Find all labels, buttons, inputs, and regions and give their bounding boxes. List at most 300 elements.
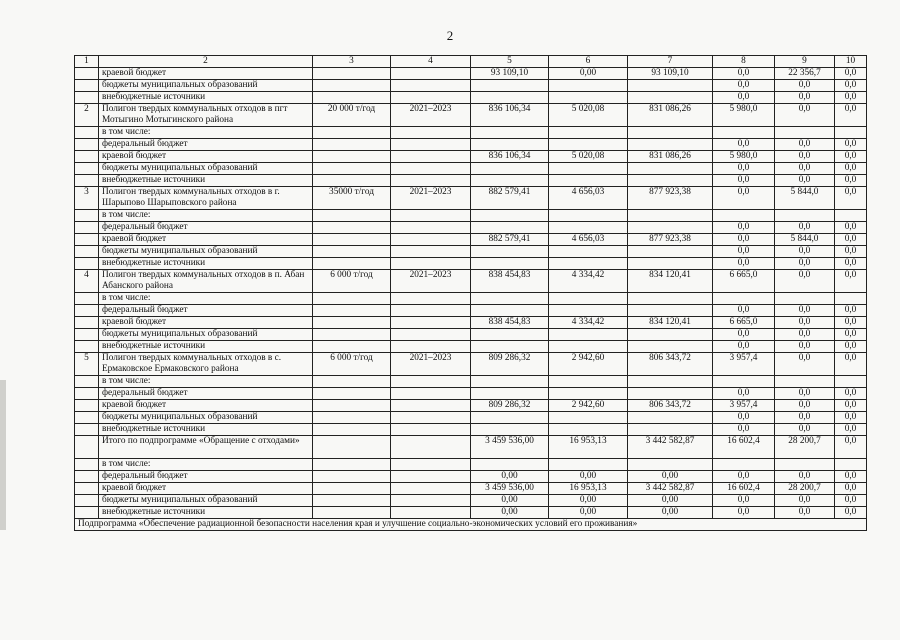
table-cell: 0,0 (713, 222, 775, 234)
table-cell (75, 341, 99, 353)
table-cell (391, 400, 471, 412)
table-cell (391, 507, 471, 519)
table-cell: 2 942,60 (549, 353, 628, 376)
table-row (75, 353, 867, 376)
table-cell: бюджеты муниципальных образований (99, 163, 313, 175)
table-cell (628, 376, 713, 388)
table-cell: краевой бюджет (99, 400, 313, 412)
table-cell: 0,0 (713, 175, 775, 187)
table-cell: внебюджетные источники (99, 341, 313, 353)
table-cell: 0,0 (835, 270, 867, 293)
table-cell (471, 92, 549, 104)
table-cell: 4 334,42 (549, 317, 628, 329)
table-cell: 0,0 (835, 151, 867, 163)
table-cell (628, 80, 713, 92)
table-cell (391, 412, 471, 424)
table-row (75, 329, 867, 341)
table-cell: 0,0 (835, 388, 867, 400)
table-row (75, 246, 867, 258)
table-cell (628, 139, 713, 151)
table-cell (313, 459, 391, 471)
table-cell: 0,0 (835, 436, 867, 459)
table-cell (391, 68, 471, 80)
table-cell (775, 459, 835, 471)
table-cell (775, 210, 835, 222)
table-row (75, 175, 867, 187)
table-row (75, 388, 867, 400)
table-cell: 6 000 т/год (313, 353, 391, 376)
table-cell: 0,0 (775, 246, 835, 258)
table-cell (391, 459, 471, 471)
table-cell (628, 222, 713, 234)
table-cell: 3 (75, 187, 99, 210)
table-cell: бюджеты муниципальных образований (99, 329, 313, 341)
table-cell (313, 471, 391, 483)
table-cell (471, 424, 549, 436)
table-cell (471, 175, 549, 187)
table-cell (313, 376, 391, 388)
table-cell: краевой бюджет (99, 234, 313, 246)
table-cell (313, 483, 391, 495)
table-row (75, 187, 867, 210)
table-cell (75, 436, 99, 459)
table-cell (75, 210, 99, 222)
table-cell: бюджеты муниципальных образований (99, 412, 313, 424)
table-cell: 0,0 (835, 234, 867, 246)
table-cell: 3 442 582,87 (628, 436, 713, 459)
table-cell (75, 222, 99, 234)
table-cell: внебюджетные источники (99, 92, 313, 104)
table-cell: 0,0 (775, 175, 835, 187)
table-cell: внебюджетные источники (99, 424, 313, 436)
table-cell: 0,0 (713, 388, 775, 400)
table-cell (75, 175, 99, 187)
table-cell (391, 258, 471, 270)
table-cell: 836 106,34 (471, 104, 549, 127)
table-row (75, 507, 867, 519)
table-cell: 0,0 (713, 187, 775, 210)
table-cell: 3 957,4 (713, 353, 775, 376)
table-cell: 0,0 (835, 222, 867, 234)
table-cell: 0,0 (835, 68, 867, 80)
table-cell (75, 139, 99, 151)
table-row (75, 459, 867, 471)
table-cell (75, 234, 99, 246)
table-cell (75, 471, 99, 483)
table-cell: внебюджетные источники (99, 175, 313, 187)
table-cell (75, 376, 99, 388)
table-cell (75, 305, 99, 317)
table-cell (313, 424, 391, 436)
table-cell: 838 454,83 (471, 270, 549, 293)
table-cell: 0,0 (775, 305, 835, 317)
table-cell: федеральный бюджет (99, 305, 313, 317)
table-cell: 0,0 (775, 163, 835, 175)
table-cell (75, 68, 99, 80)
table-cell: 0,0 (713, 163, 775, 175)
table-cell: 3 442 582,87 (628, 483, 713, 495)
table-cell: 28 200,7 (775, 483, 835, 495)
table-cell (391, 341, 471, 353)
table-cell: 0,0 (835, 92, 867, 104)
table-cell (75, 388, 99, 400)
table-cell (391, 234, 471, 246)
table-cell: 0,0 (713, 92, 775, 104)
table-row (75, 400, 867, 412)
table-cell: 0,0 (835, 341, 867, 353)
table-cell (549, 258, 628, 270)
table-cell: 877 923,38 (628, 234, 713, 246)
table-cell: 831 086,26 (628, 104, 713, 127)
table-cell (471, 210, 549, 222)
table-cell: 0,00 (549, 495, 628, 507)
page-number: 2 (446, 28, 454, 43)
table-cell: 0,0 (775, 471, 835, 483)
table-cell: Полигон твердых коммунальных отходов в п. Абан Абанского района (99, 270, 313, 293)
table-cell (549, 163, 628, 175)
table-cell: 834 120,41 (628, 270, 713, 293)
table-cell: 0,0 (835, 495, 867, 507)
table-cell (471, 127, 549, 139)
table-cell (835, 376, 867, 388)
table-cell (391, 151, 471, 163)
table-cell: 3 957,4 (713, 400, 775, 412)
table-cell: 0,0 (835, 353, 867, 376)
table-cell: 0,0 (835, 507, 867, 519)
table-cell: краевой бюджет (99, 68, 313, 80)
table-cell: 4 656,03 (549, 187, 628, 210)
table-cell: 0,00 (471, 507, 549, 519)
table-cell: 831 086,26 (628, 151, 713, 163)
table-cell: 0,0 (713, 68, 775, 80)
table-cell (391, 424, 471, 436)
table-row (75, 234, 867, 246)
table-cell (628, 412, 713, 424)
budget-table (74, 55, 867, 531)
table-cell: 877 923,38 (628, 187, 713, 210)
table-cell: 0,0 (713, 246, 775, 258)
table-cell: 0,0 (835, 80, 867, 92)
table-cell (75, 507, 99, 519)
column-number-cell: 3 (313, 56, 391, 68)
column-number-cell: 9 (775, 56, 835, 68)
table-cell (391, 80, 471, 92)
table-cell: 0,0 (775, 341, 835, 353)
table-row (75, 341, 867, 353)
table-cell: 0,0 (835, 163, 867, 175)
table-cell: 0,0 (775, 495, 835, 507)
table-cell (313, 151, 391, 163)
table-cell: 0,00 (628, 471, 713, 483)
table-cell (775, 127, 835, 139)
table-cell (75, 412, 99, 424)
table-cell (313, 80, 391, 92)
table-cell: 93 109,10 (471, 68, 549, 80)
table-cell: внебюджетные источники (99, 507, 313, 519)
table-cell: 0,0 (713, 495, 775, 507)
scan-edge-mark (0, 380, 6, 530)
table-cell: 0,0 (775, 400, 835, 412)
table-cell (628, 163, 713, 175)
column-number-cell: 1 (75, 56, 99, 68)
table-cell: 4 656,03 (549, 234, 628, 246)
column-number-cell: 10 (835, 56, 867, 68)
table-cell: 0,0 (713, 305, 775, 317)
table-cell: в том числе: (99, 459, 313, 471)
table-row (75, 317, 867, 329)
table-cell (313, 412, 391, 424)
table-cell (75, 400, 99, 412)
table-cell: 16 953,13 (549, 483, 628, 495)
table-cell (313, 92, 391, 104)
table-cell: 0,0 (775, 80, 835, 92)
table-cell: 0,0 (835, 104, 867, 127)
table-cell (75, 80, 99, 92)
table-row (75, 305, 867, 317)
table-cell (835, 210, 867, 222)
subprogram-banner-row (75, 519, 867, 531)
table-cell (835, 459, 867, 471)
table-cell (391, 222, 471, 234)
table-cell (313, 495, 391, 507)
table-row (75, 376, 867, 388)
table-cell (75, 127, 99, 139)
table-cell: 5 020,08 (549, 104, 628, 127)
table-cell: внебюджетные источники (99, 258, 313, 270)
table-cell (313, 507, 391, 519)
table-cell: 6 000 т/год (313, 270, 391, 293)
table-cell (313, 210, 391, 222)
table-cell (313, 222, 391, 234)
table-row (75, 127, 867, 139)
table-cell (549, 92, 628, 104)
table-cell: краевой бюджет (99, 317, 313, 329)
table-row (75, 210, 867, 222)
table-cell (628, 175, 713, 187)
table-cell (313, 329, 391, 341)
table-row (75, 68, 867, 80)
table-cell (628, 388, 713, 400)
table-cell (549, 80, 628, 92)
table-cell (391, 92, 471, 104)
table-cell: федеральный бюджет (99, 139, 313, 151)
table-cell (628, 305, 713, 317)
table-cell (391, 175, 471, 187)
table-cell: 4 (75, 270, 99, 293)
table-cell (713, 127, 775, 139)
table-cell (471, 376, 549, 388)
table-cell: 0,00 (628, 507, 713, 519)
table-cell (713, 293, 775, 305)
table-cell (75, 495, 99, 507)
table-cell (628, 341, 713, 353)
table-cell: 0,0 (835, 400, 867, 412)
table-cell: 22 356,7 (775, 68, 835, 80)
table-cell (391, 376, 471, 388)
table-cell (313, 293, 391, 305)
table-cell (471, 459, 549, 471)
table-cell (549, 175, 628, 187)
table-row (75, 163, 867, 175)
table-cell (628, 459, 713, 471)
table-cell: 0,0 (835, 471, 867, 483)
table-cell: в том числе: (99, 210, 313, 222)
table-cell (391, 317, 471, 329)
table-cell (471, 412, 549, 424)
column-number-cell: 7 (628, 56, 713, 68)
table-cell (313, 175, 391, 187)
table-cell: 0,0 (713, 258, 775, 270)
table-cell (313, 68, 391, 80)
table-cell (391, 495, 471, 507)
table-cell (313, 163, 391, 175)
table-cell: 0,0 (775, 270, 835, 293)
table-cell (549, 305, 628, 317)
table-cell: 0,0 (775, 353, 835, 376)
table-cell: Полигон твердых коммунальных отходов в пгт Мотыгино Мотыгинского района (99, 104, 313, 127)
table-cell (549, 424, 628, 436)
table-cell: 0,0 (775, 412, 835, 424)
table-cell (471, 222, 549, 234)
table-row (75, 222, 867, 234)
table-cell: в том числе: (99, 293, 313, 305)
table-cell (471, 246, 549, 258)
table-cell (313, 400, 391, 412)
table-row (75, 471, 867, 483)
table-cell: 2021–2023 (391, 104, 471, 127)
table-cell: Полигон твердых коммунальных отходов в г. Шарыпово Шарыповского района (99, 187, 313, 210)
table-cell: 0,0 (713, 139, 775, 151)
column-number-cell: 2 (99, 56, 313, 68)
table-cell (391, 139, 471, 151)
table-cell (471, 293, 549, 305)
table-row (75, 258, 867, 270)
table-cell: 0,00 (549, 471, 628, 483)
table-cell: 0,0 (713, 424, 775, 436)
table-cell (549, 127, 628, 139)
table-cell: 809 286,32 (471, 353, 549, 376)
table-cell: 806 343,72 (628, 353, 713, 376)
table-cell: 0,0 (775, 329, 835, 341)
table-row (75, 104, 867, 127)
table-cell: 0,0 (835, 246, 867, 258)
table-row (75, 424, 867, 436)
table-cell: краевой бюджет (99, 151, 313, 163)
table-cell (313, 388, 391, 400)
table-cell: бюджеты муниципальных образований (99, 246, 313, 258)
table-cell: 0,0 (713, 507, 775, 519)
table-cell: 0,0 (775, 222, 835, 234)
table-cell: 0,0 (775, 507, 835, 519)
table-cell (75, 151, 99, 163)
table-cell (549, 246, 628, 258)
table-cell (313, 305, 391, 317)
table-cell (471, 80, 549, 92)
table-cell: 0,00 (471, 495, 549, 507)
table-cell (628, 210, 713, 222)
table-cell: 4 334,42 (549, 270, 628, 293)
table-row (75, 483, 867, 495)
table-cell (628, 246, 713, 258)
table-cell: 93 109,10 (628, 68, 713, 80)
table-cell: 2 (75, 104, 99, 127)
table-cell: 0,0 (835, 258, 867, 270)
table-cell: 0,00 (628, 495, 713, 507)
table-cell (471, 139, 549, 151)
table-cell (391, 163, 471, 175)
table-cell: в том числе: (99, 127, 313, 139)
table-row (75, 293, 867, 305)
table-cell (549, 210, 628, 222)
table-cell (391, 293, 471, 305)
table-cell (313, 258, 391, 270)
column-number-cell: 8 (713, 56, 775, 68)
table-cell (75, 258, 99, 270)
table-cell (628, 258, 713, 270)
table-cell (628, 329, 713, 341)
table-row (75, 151, 867, 163)
table-cell: 0,0 (713, 412, 775, 424)
table-cell: 16 602,4 (713, 436, 775, 459)
table-cell: 35000 т/год (313, 187, 391, 210)
table-cell: 28 200,7 (775, 436, 835, 459)
table-cell: 882 579,41 (471, 234, 549, 246)
table-cell: в том числе: (99, 376, 313, 388)
table-cell (313, 341, 391, 353)
table-cell (775, 376, 835, 388)
column-number-cell: 5 (471, 56, 549, 68)
table-cell: 0,0 (775, 104, 835, 127)
table-cell (313, 127, 391, 139)
table-cell (549, 329, 628, 341)
table-cell: 5 844,0 (775, 187, 835, 210)
table-row (75, 270, 867, 293)
table-cell: 0,0 (835, 139, 867, 151)
table-cell (75, 246, 99, 258)
subprogram-banner: Подпрограмма «Обеспечение радиационной безопасности населения края и улучшение социально-экономических условий его проживания» (75, 519, 867, 531)
table-cell: 0,00 (549, 507, 628, 519)
table-cell (391, 305, 471, 317)
table-cell: федеральный бюджет (99, 388, 313, 400)
table-cell: 0,0 (713, 341, 775, 353)
table-cell (549, 388, 628, 400)
table-cell: 0,0 (775, 424, 835, 436)
table-cell: краевой бюджет (99, 483, 313, 495)
table-cell (313, 317, 391, 329)
table-row (75, 139, 867, 151)
table-cell (549, 376, 628, 388)
table-cell (75, 483, 99, 495)
table-cell: федеральный бюджет (99, 222, 313, 234)
table-cell: 16 602,4 (713, 483, 775, 495)
table-cell (391, 329, 471, 341)
table-cell (75, 424, 99, 436)
table-cell (628, 424, 713, 436)
table-cell (471, 163, 549, 175)
table-cell (549, 293, 628, 305)
table-cell (713, 459, 775, 471)
table-cell (471, 305, 549, 317)
table-cell (835, 293, 867, 305)
table-cell: 0,0 (835, 317, 867, 329)
table-cell (75, 163, 99, 175)
table-cell (628, 127, 713, 139)
table-cell: 6 665,0 (713, 270, 775, 293)
table-cell (775, 293, 835, 305)
table-cell: 5 844,0 (775, 234, 835, 246)
table-cell: 0,0 (835, 187, 867, 210)
table-cell: 809 286,32 (471, 400, 549, 412)
